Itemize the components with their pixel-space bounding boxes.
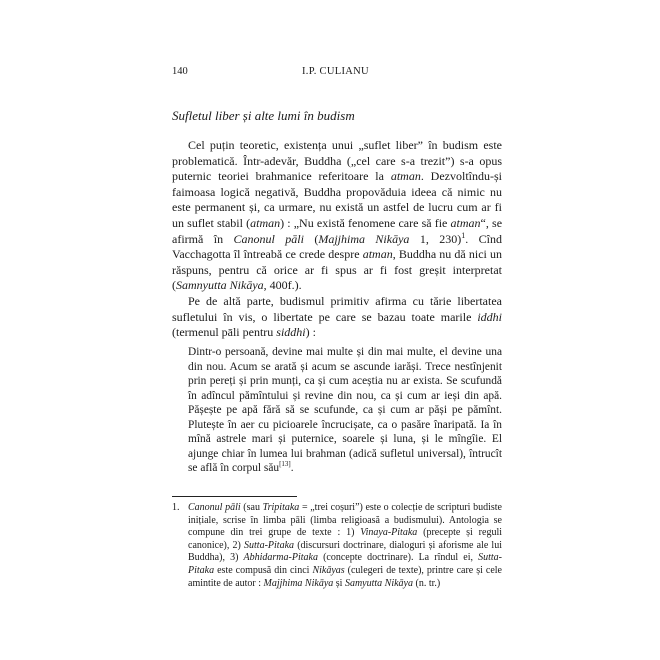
block-quote: Dintr-o persoană, devine mai multe și din mai multe, el devine una din nou. Acum se arată și acum se ascunde iarăși. Trece nestînjenit prin pereți și prin munți, ca și cum aceștia nu ar exista. Se scufundă în adîncul pămîntului și revine din nou, ca și cum ar ieși din apă. Pășește pe apă fără să se scufunde, ca și cum ar păși pe pămînt. Plutește în aer cu picioarele încrucișate, ca o pasăre înaripată. Ia în mînă astrele mari și puternice, soarele și luna, și le mîngîie. El ajunge chiar în lumea lui brahman (adică sufletul universal), întrucît se află în corpul său[13]. (188, 346, 502, 474)
page-header (172, 66, 502, 80)
footnote-divider (172, 496, 297, 497)
citation-reference: [13] (279, 460, 291, 469)
footnote-number: 1. (172, 502, 180, 513)
running-head: I.P. CULIANU (302, 66, 369, 77)
section-title: Sufletul liber și alte lumi în budism (172, 108, 355, 123)
body-text (172, 138, 502, 341)
footnote-text: Canonul pāli (sau Tripitaka = „trei coșuri”) este o colecție de scripturi budiste inițiale, scrise în limba pāli (limba religioasă a budismului). Antologia se compune din trei grupe de texte : 1) Vinaya-Pitaka (precepte și reguli canonice), 2) Sutta-Pitaka (discursuri doctrinare, dialoguri și aforisme ale lui Buddha), 3) Abhidarma-Pitaka (concepte doctrinare). La rîndul ei, Sutta-Pitaka este compusă din cinci Nikāyas (culegeri de texte), printre care și cele amintite de autor : Majjhima Nikāya și Samyutta Nikāya (n. tr.) (188, 502, 502, 589)
footnote (172, 502, 502, 590)
paragraph: Pe de altă parte, budismul primitiv afirma cu tărie libertatea sufletului în vis, o libertate pe care se bazau toate marile iddhi (termenul pāli pentru siddhi) : (172, 293, 502, 340)
footnote-reference: 1 (461, 230, 466, 240)
page-number: 140 (172, 66, 188, 77)
paragraph: Cel puțin teoretic, existența unui „suflet liber” în budism este problematică. Într-adevăr, Buddha („cel care s-a trezit”) s-a opus puternic teoriei brahmanice referitoare la atman. Dezvoltîndu-și faimoasa logică negativă, Buddha propovăduia ideea că nimic nu este permanent și, ca urmare, nu există un astfel de lucru cum ar fi un suflet stabil (atman) : „Nu există fenomene care să fie atman“, se afirmă în Canonul pāli (Majjhima Nikāya 1, 230)$^1$. Cînd Vacchagotta îl întreabă ce crede despre atman, Buddha nu dă nici un răspuns, pentru că orice ar fi spus ar fi fost greșit interpretat (Samnyutta Nikāya, 400f.). (172, 138, 503, 293)
